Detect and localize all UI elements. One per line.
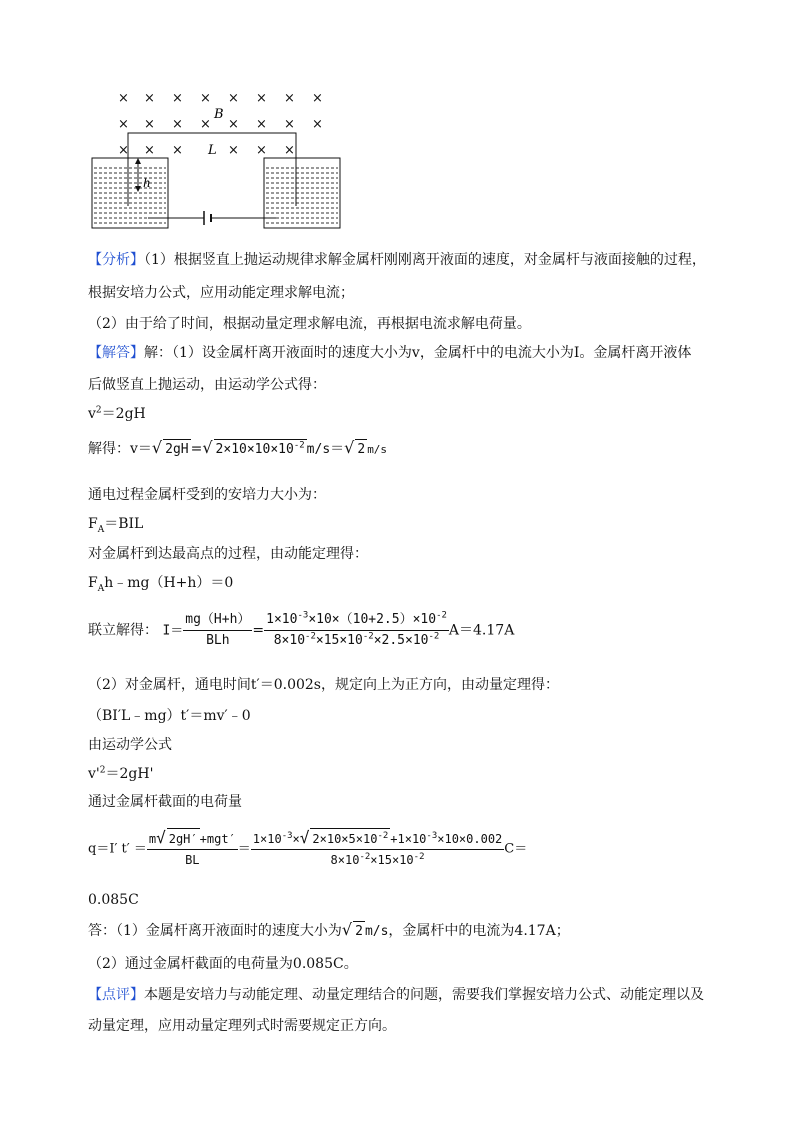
charge-result: 0.085C — [88, 892, 139, 908]
field-cross-icon: × — [256, 91, 267, 106]
ampere-force-intro: 通电过程金属杆受到的安培力大小为： — [88, 487, 326, 503]
comment-line-1: 【点评】本题是安培力与动能定理、动量定理结合的问题，需要我们掌握安培力公式、动能定理以及 — [88, 987, 704, 1003]
energy-theorem-intro: 对金属杆到达最高点的过程，由动能定理得： — [88, 546, 368, 562]
field-cross-icon: × — [312, 91, 323, 106]
solution-line-2: 后做竖直上抛运动，由运动学公式得： — [88, 377, 326, 393]
velocity-solution: 解得：v＝√ 2gH =√ $2\times 10\times 10\times 10^{-2}$ m/s＝√ 2 m/s — [88, 438, 387, 460]
analysis-tag: 【分析】 — [88, 252, 144, 268]
kinematics-intro: 由运动学公式 — [88, 737, 172, 753]
field-cross-icon: × — [228, 143, 239, 158]
analysis-line-3: （2）由于给了时间，根据动量定理求解电流，再根据电流求解电荷量。 — [88, 316, 531, 332]
field-cross-icon: × — [256, 117, 267, 132]
field-cross-icon: × — [228, 117, 239, 132]
charge-intro: 通过金属杆截面的电荷量 — [88, 794, 242, 810]
ampere-force-formula: $F_A=BIL$ — [88, 516, 144, 535]
field-cross-icon: × — [284, 117, 295, 132]
field-cross-icon: × — [172, 143, 183, 158]
charge-equation: q＝I′ t′ ＝ $\frac{\text{m√ 2gH′ +mgt′}}{BL}$ ＝ $\frac{1\times 10^{-3}\times√ 2\times 10\times 5\times 10^{-2} +1\times 10^{-3}\times 10\times 0.002}{8\times 10^{-2}\times 15\times 10^{-2}}$ C＝ — [88, 828, 528, 867]
height-arrow-bottom — [135, 186, 141, 192]
field-cross-icon: × — [256, 143, 267, 158]
label-b: B — [214, 107, 224, 122]
momentum-equation: （BI′L﹣mg）t′＝mv′﹣0 — [88, 708, 251, 724]
field-cross-icon: × — [118, 143, 129, 158]
part2-intro: （2）对金属杆，通电时间t′＝0.002s，规定向上为正方向，由动量定理得： — [88, 677, 559, 693]
field-cross-icon: × — [118, 117, 129, 132]
liquid-hatching — [94, 168, 338, 223]
current-solution: 联立解得： I＝ $\frac{mg(H+h)}{\text{BLh}}$ = $\frac{1\times 10^{-3}\times 10\times(10+2.5)\times 10^{-2}}{8\times 10^{-2}\times 15\times 10^{-2}\times 2.5\times 10^{-2}}$ A＝4.17A — [88, 610, 515, 648]
height-arrow-top — [135, 158, 141, 164]
field-cross-icon: × — [200, 91, 211, 106]
energy-theorem-equation: $F_Ah﹣mg(H+h)=0$ — [88, 575, 234, 594]
field-cross-icon: × — [284, 143, 295, 158]
label-l: L — [208, 143, 217, 158]
comment-tag: 【点评】 — [88, 987, 144, 1003]
analysis-line-1: 【分析】（1）根据竖直上抛运动规律求解金属杆刚刚离开液面的速度，对金属杆与液面接触的过程， — [88, 252, 706, 268]
solution-intro: 【解答】解：（1）设金属杆离开液面时的速度大小为v，金属杆中的电流大小为I。金属杆离开液体 — [88, 345, 692, 361]
field-cross-icon: × — [200, 117, 211, 132]
label-h: h — [143, 176, 151, 190]
field-cross-icon: × — [312, 117, 323, 132]
field-cross-icon: × — [172, 117, 183, 132]
field-cross-icon: × — [118, 91, 129, 106]
field-cross-icon: × — [172, 91, 183, 106]
answer-part-1: 答：（1）金属杆离开液面时的速度大小为√ 2 m/s，金属杆中的电流为4.17A； — [88, 920, 570, 942]
field-cross-icon: × — [144, 143, 155, 158]
apparatus-diagram — [88, 88, 358, 233]
equation-v-prime-squared: $v'^2=2gH'$ — [88, 765, 154, 782]
answer-part-2: （2）通过金属杆截面的电荷量为0.085C。 — [88, 956, 358, 972]
field-cross-icon: × — [228, 91, 239, 106]
analysis-line-2: 根据安培力公式，应用动能定理求解电流； — [88, 285, 354, 301]
equation-v-squared: $v^2=2gH$ — [88, 405, 146, 422]
field-cross-icon: × — [284, 91, 295, 106]
comment-line-2: 动量定理，应用动量定理列式时需要规定正方向。 — [88, 1018, 396, 1034]
field-cross-icon: × — [144, 117, 155, 132]
magnetic-field-crosses — [118, 91, 323, 158]
solution-tag: 【解答】 — [88, 345, 144, 361]
field-cross-icon: × — [144, 91, 155, 106]
